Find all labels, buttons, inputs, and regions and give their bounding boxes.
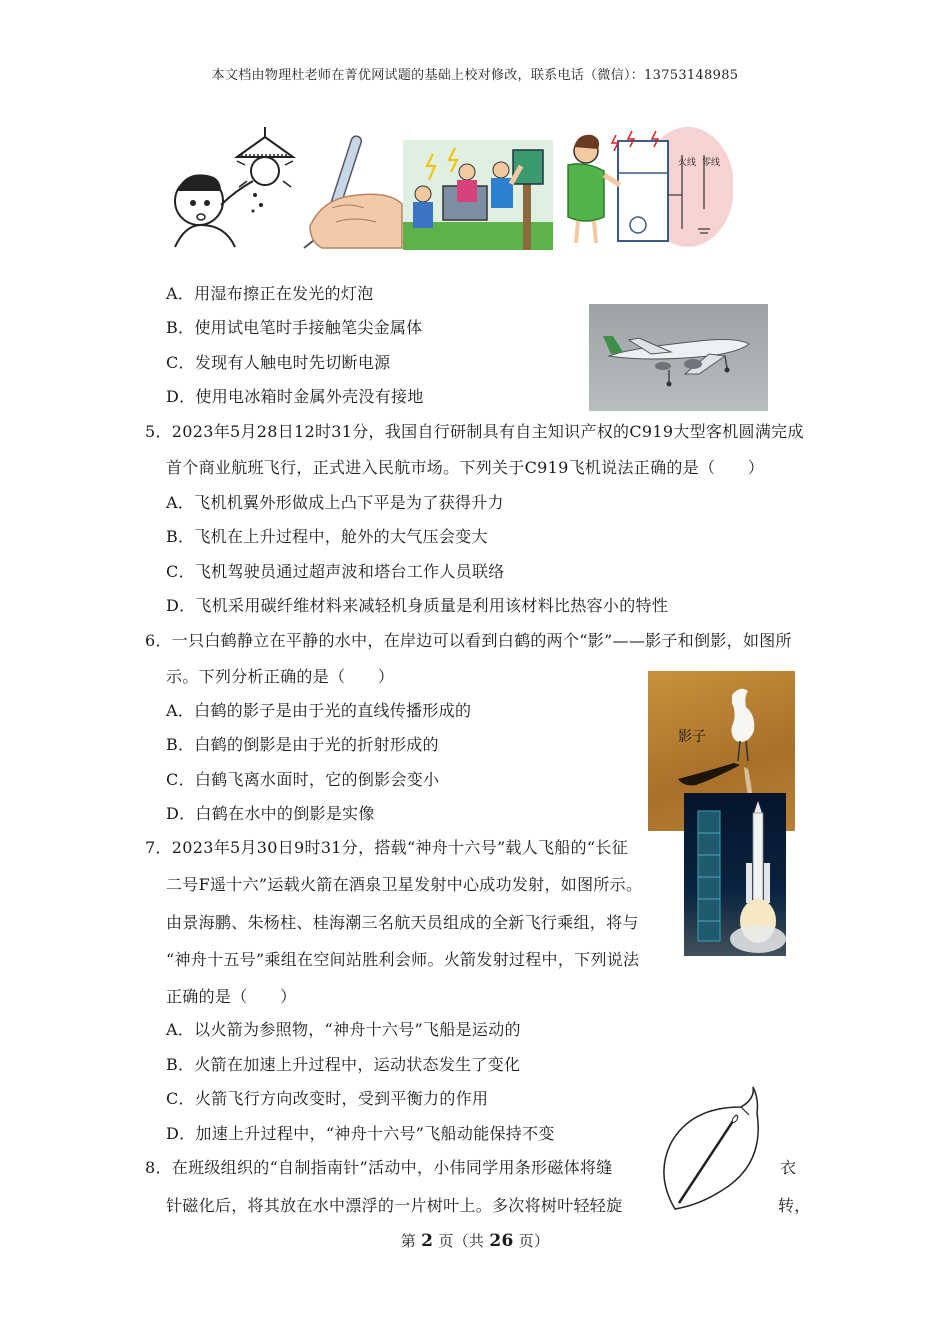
needle-on-leaf-icon xyxy=(655,1085,765,1215)
q4-option-d: D．使用电冰箱时金属外壳没有接地 xyxy=(166,387,424,406)
q7-stem-line1: 7．2023年5月30日9时31分，搭载“神舟十六号”载人飞船的“长征 xyxy=(145,838,629,857)
q8-stem-line2-end: 转， xyxy=(778,1196,811,1215)
q5-option-b: B．飞机在上升过程中，舱外的大气压会变大 xyxy=(166,527,488,546)
q5-option-a: A．飞机机翼外形做成上凸下平是为了获得升力 xyxy=(166,493,504,512)
fridge-without-ground-icon xyxy=(558,125,733,250)
q5-option-d: D．飞机采用碳纤维材料来减轻机身质量是利用该材料比热容小的特性 xyxy=(166,596,669,615)
footer-suffix: 页） xyxy=(518,1232,550,1250)
fridge-ground-figure xyxy=(558,125,733,250)
q7-option-d: D．加速上升过程中，“神舟十六号”飞船动能保持不变 xyxy=(166,1124,555,1143)
rescue-shock-figure xyxy=(403,140,553,250)
q6-option-d: D．白鹤在水中的倒影是实像 xyxy=(166,804,375,823)
q4-option-b: B．使用试电笔时手接触笔尖金属体 xyxy=(166,318,423,337)
test-pen-figure xyxy=(292,130,404,250)
live-wire-label: 火线 xyxy=(678,158,697,168)
q4-option-a: A．用湿布擦正在发光的灯泡 xyxy=(166,284,374,303)
q8-stem-line1-end: 衣 xyxy=(780,1158,797,1177)
page-footer xyxy=(0,1231,950,1251)
q7-stem-line2: 二号F遥十六”运载火箭在酒泉卫星发射中心成功发射，如图所示。 xyxy=(166,875,643,894)
current-page-number: 2 xyxy=(421,1231,434,1251)
cut-power-rescue-icon xyxy=(403,140,553,250)
q8-stem-line1: 8．在班级组织的“自制指南针”活动中，小伟同学用条形磁体将缝 xyxy=(145,1158,613,1177)
q5-stem-line1: 5．2023年5月28日12时31分，我国自行研制具有自主知识产权的C919大型客机圆满完成 xyxy=(145,422,804,441)
neutral-wire-label: 零线 xyxy=(702,158,721,168)
leaf-needle-figure xyxy=(655,1085,765,1215)
c919-airplane-photo xyxy=(589,304,768,411)
q7-stem-line4: “神舟十五号”乘组在空间站胜利会师。火箭发射过程中，下列说法 xyxy=(166,950,640,969)
q6-option-c: C．白鹤飞离水面时，它的倒影会变小 xyxy=(166,770,440,789)
boy-wiping-bulb-icon xyxy=(165,125,297,250)
q6-option-a: A．白鹤的影子是由于光的直线传播形成的 xyxy=(166,701,472,720)
airplane-icon xyxy=(589,304,768,411)
wet-cloth-bulb-figure xyxy=(165,125,297,250)
q4-option-c: C．发现有人触电时先切断电源 xyxy=(166,353,391,372)
q6-stem-line2: 示。下列分析正确的是（ ） xyxy=(166,667,395,686)
hand-holding-test-pen-icon xyxy=(292,130,404,250)
q5-stem-line2: 首个商业航班飞行，正式进入民航市场。下列关于C919飞机说法正确的是（ ） xyxy=(166,458,765,477)
q6-option-b: B．白鹤的倒影是由于光的折射形成的 xyxy=(166,735,439,754)
footer-prefix: 第 xyxy=(400,1232,417,1250)
total-pages-number: 26 xyxy=(489,1231,514,1251)
rocket-launch-tower-icon xyxy=(684,793,786,956)
q7-stem-line5: 正确的是（ ） xyxy=(166,987,297,1006)
header-note: 本文档由物理杜老师在菁优网试题的基础上校对修改，联系电话（微信）：13753148985 xyxy=(211,68,739,83)
footer-middle: 页（共 xyxy=(438,1232,485,1250)
shadow-label: 影子 xyxy=(678,729,706,745)
rocket-launch-photo xyxy=(684,793,786,956)
q6-stem-line1: 6．一只白鹤静立在平静的水中，在岸边可以看到白鹤的两个“影”——影子和倒影，如图所 xyxy=(145,631,792,650)
q7-option-c: C．火箭飞行方向改变时，受到平衡力的作用 xyxy=(166,1089,489,1108)
q7-stem-line3: 由景海鹏、朱杨柱、桂海潮三名航天员组成的全新飞行乘组，将与 xyxy=(166,913,639,932)
q7-option-a: A．以火箭为参照物，“神舟十六号”飞船是运动的 xyxy=(166,1020,521,1039)
q8-stem-line2: 针磁化后，将其放在水中漂浮的一片树叶上。多次将树叶轻轻旋 xyxy=(166,1196,623,1215)
q7-option-b: B．火箭在加速上升过程中，运动状态发生了变化 xyxy=(166,1055,521,1074)
q5-option-c: C．飞机驾驶员通过超声波和塔台工作人员联络 xyxy=(166,562,505,581)
